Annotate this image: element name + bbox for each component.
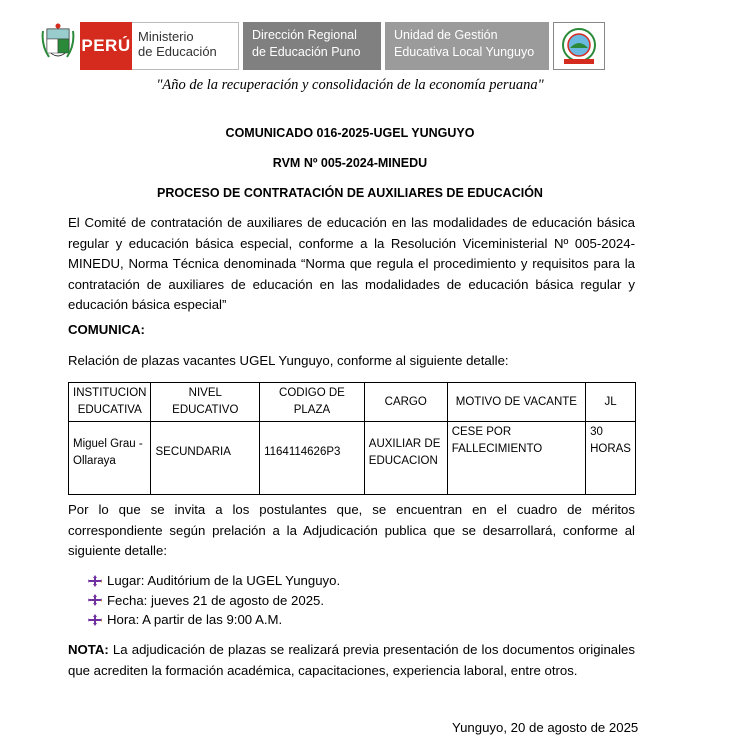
dre-line-1: Dirección Regional	[252, 28, 357, 42]
col-header: INSTITUCION EDUCATIVA	[69, 383, 151, 422]
list-item	[88, 571, 340, 591]
col-header: JL	[586, 383, 636, 422]
table-cell: 1164114626P3	[260, 422, 365, 495]
invite-paragraph: Por lo que se invita a los postulantes que, se encuentran en el cuadro de méritos correspondiente según prelación a la Adjudicación publica que se desarrollará, conforme al siguiente detalle:	[68, 502, 635, 558]
nota-label: NOTA:	[68, 642, 109, 657]
year-motto: "Año de la recuperación y consolidación de la economía peruana"	[156, 77, 544, 93]
table-row	[69, 422, 636, 495]
ministerio-line-2: de Educación	[138, 44, 217, 59]
details-list	[88, 571, 340, 630]
table-cell: 30 HORAS	[586, 422, 636, 495]
ugel-line-2: Educativa Local Yunguyo	[394, 45, 535, 59]
ministerio-line-1: Ministerio	[138, 29, 194, 44]
nota-paragraph	[68, 640, 635, 681]
proceso-title: PROCESO DE CONTRATACIÓN DE AUXILIARES DE EDUCACIÓN	[157, 186, 543, 200]
signature-date: Yunguyo, 20 de agosto de 2025	[452, 720, 639, 735]
comunica-label: COMUNICA:	[68, 322, 145, 337]
col-header: MOTIVO DE VACANTE	[447, 383, 585, 422]
dre-line-2: de Educación Puno	[252, 45, 361, 59]
table-header-row	[69, 383, 636, 422]
nota-text: La adjudicación de plazas se realizará previa presentación de los documentos originales que acrediten la formación académica, capacitaciones, experiencia laboral, entre otros.	[68, 642, 635, 678]
rvm-title: RVM Nº 005-2024-MINEDU	[272, 156, 428, 170]
list-item	[88, 610, 340, 630]
ministerio-label	[132, 22, 239, 70]
bullet-arrow-icon	[88, 613, 102, 627]
vacancy-table	[68, 382, 636, 495]
dre-label	[243, 22, 381, 70]
bullet-arrow-icon	[88, 593, 102, 607]
bullet-arrow-icon	[88, 574, 102, 588]
table-cell: AUXILIAR DE EDUCACION	[364, 422, 447, 495]
comunicado-title: COMUNICADO 016-2025-UGEL YUNGUYO	[225, 126, 475, 140]
ugel-logo-icon	[553, 22, 605, 70]
bullet-fecha: Fecha: jueves 21 de agosto de 2025.	[107, 592, 325, 608]
col-header: CARGO	[364, 383, 447, 422]
peru-coat-of-arms-icon	[40, 22, 76, 66]
ugel-line-1: Unidad de Gestión	[394, 28, 498, 42]
intro-paragraph: El Comité de contratación de auxiliares de educación en las modalidades de educación básica regular y educación básica especial, conforme a la Resolución Viceministerial Nº 005-2024-MINEDU, Norma Técnica denominada “Norma que regula el procedimiento y requisitos para la contratación de auxiliares de educación en las modalidades de educación básica regular y educación básica especial”	[68, 215, 635, 312]
col-header: NIVEL EDUCATIVO	[151, 383, 260, 422]
table-cell: Miguel Grau - Ollaraya	[69, 422, 151, 495]
list-item	[88, 591, 340, 611]
table-cell: SECUNDARIA	[151, 422, 260, 495]
relacion-text: Relación de plazas vacantes UGEL Yunguyo, conforme al siguiente detalle:	[68, 353, 509, 368]
col-header: CODIGO DE PLAZA	[260, 383, 365, 422]
table-cell: CESE POR FALLECIMIENTO	[447, 422, 585, 495]
bullet-lugar: Lugar: Auditórium de la UGEL Yunguyo.	[107, 573, 341, 588]
ugel-label	[385, 22, 549, 70]
bullet-hora: Hora: A partir de las 9:00 A.M.	[107, 612, 283, 627]
letterhead	[40, 22, 605, 70]
peru-label: PERÚ	[80, 22, 132, 70]
